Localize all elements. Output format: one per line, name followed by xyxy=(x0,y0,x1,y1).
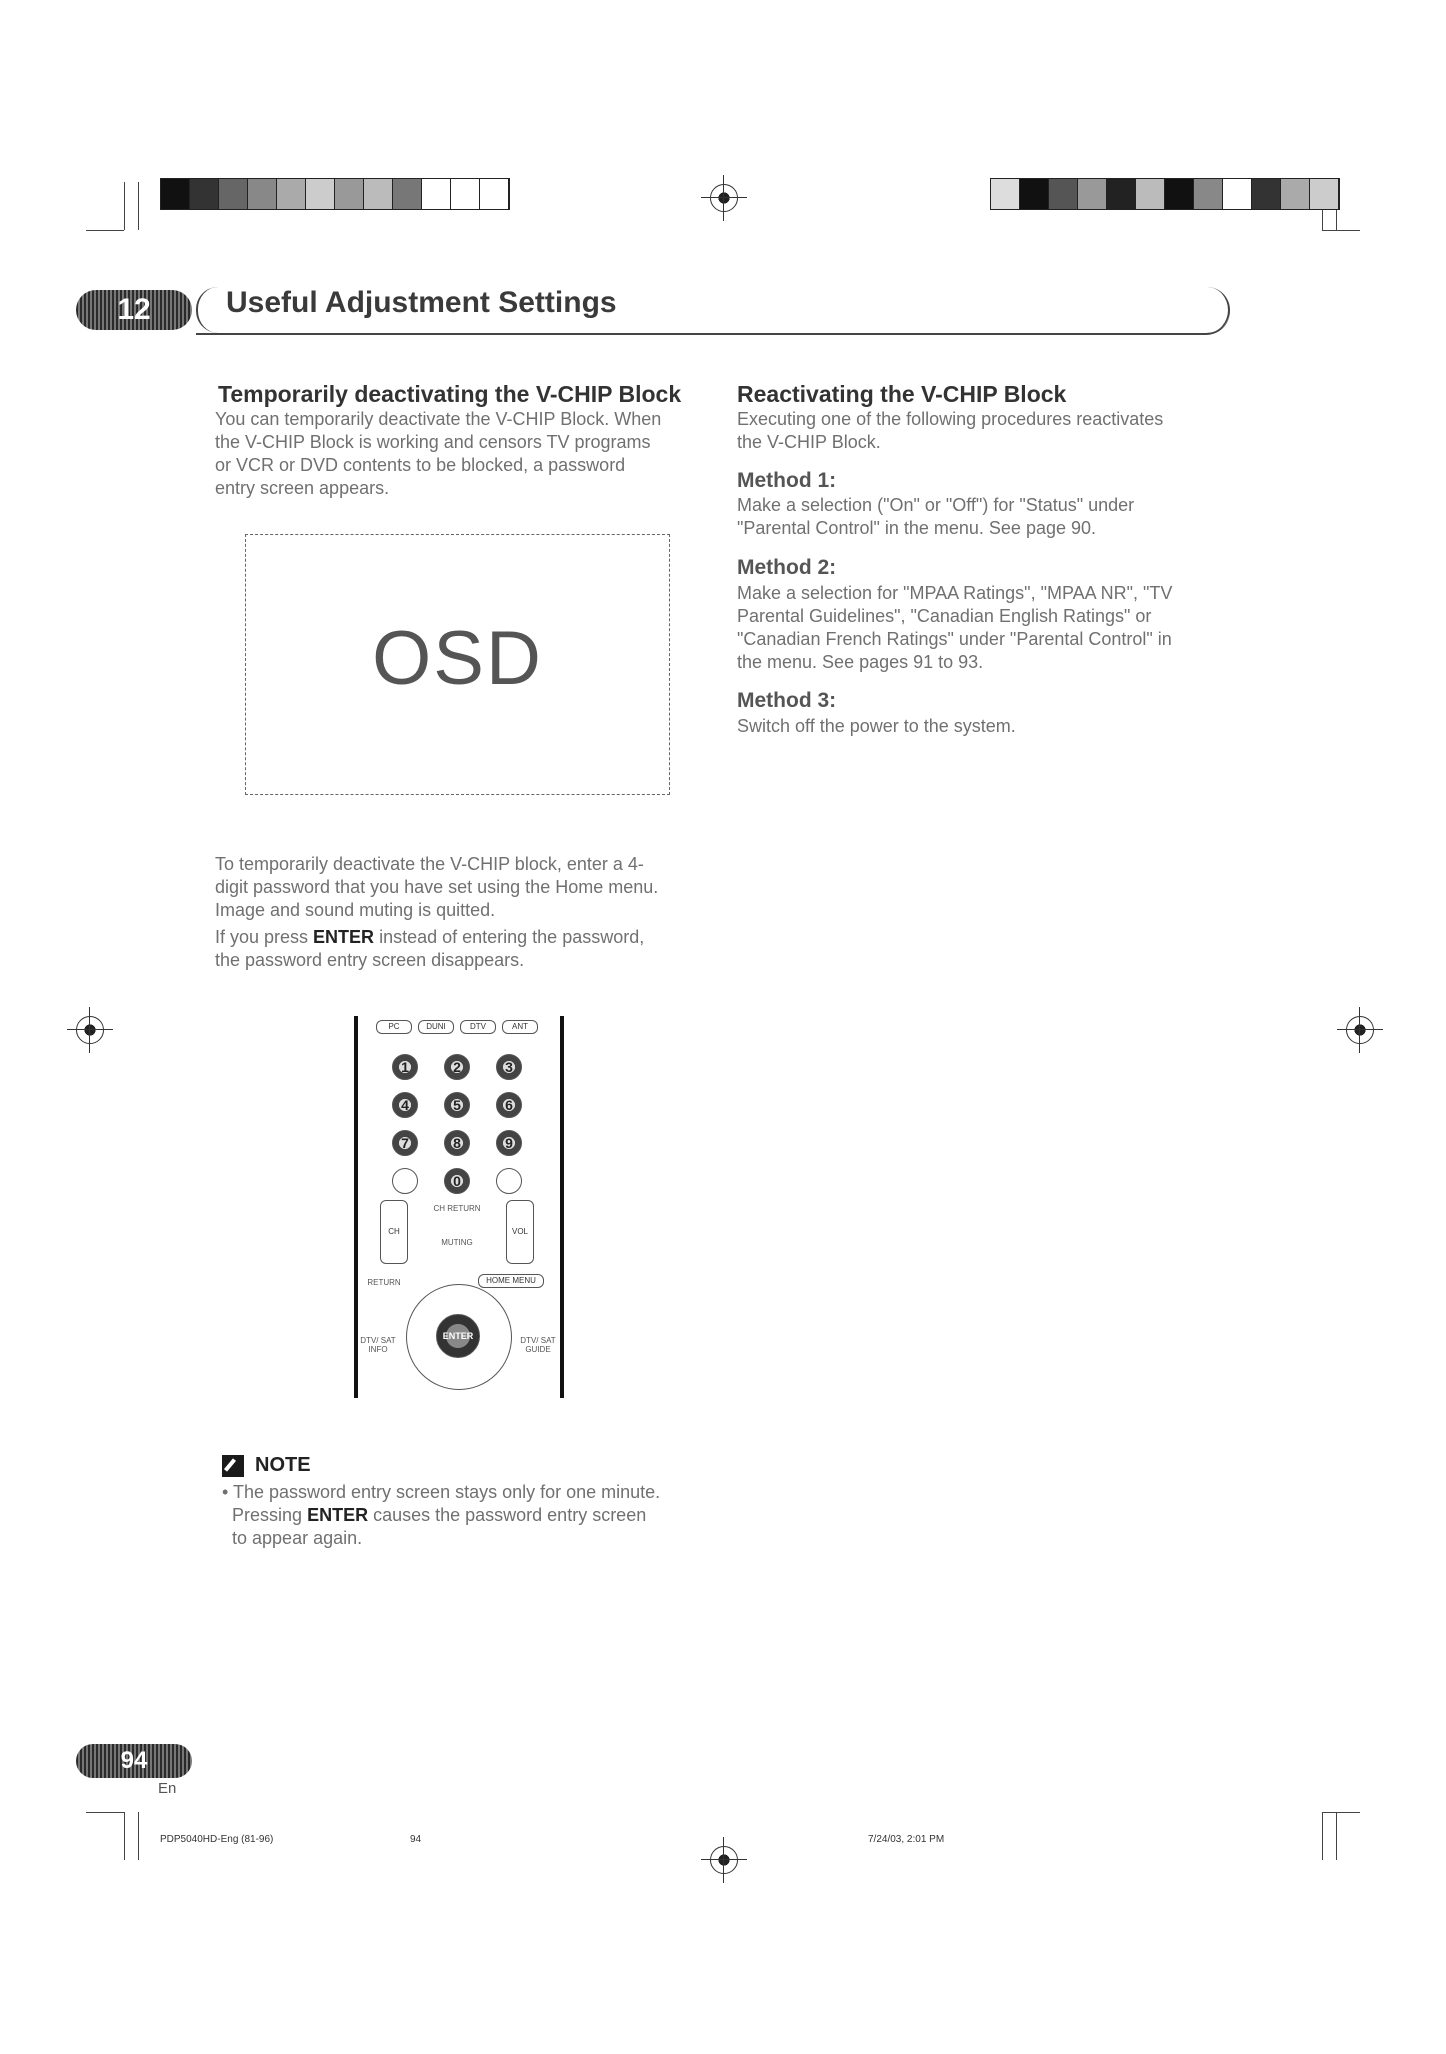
dtv-sat-guide-label: DTV/ SAT GUIDE xyxy=(520,1336,556,1354)
remote-edge-left xyxy=(354,1016,358,1398)
chapter-title: Useful Adjustment Settings xyxy=(226,286,617,319)
crop-mark xyxy=(1322,1812,1360,1813)
registration-mark-icon xyxy=(76,1016,104,1044)
duni-button: DUNI xyxy=(418,1020,454,1034)
digit-9-button: 9 xyxy=(496,1130,522,1156)
dtv-button: DTV xyxy=(460,1020,496,1034)
color-registration-strip-left xyxy=(160,178,510,210)
ch-return-label: CH RETURN xyxy=(433,1204,481,1213)
registration-mark-icon xyxy=(710,1846,738,1874)
enter-button: ENTER xyxy=(436,1314,480,1358)
pc-button: PC xyxy=(376,1020,412,1034)
remote-edge-right xyxy=(560,1016,564,1398)
enter-key-label: ENTER xyxy=(307,1505,369,1525)
deactivate-instructions: To temporarily deactivate the V-CHIP block, enter a 4- digit password that you have set using the Home menu. Image and sound muting is quitted. xyxy=(215,854,659,920)
method-1-text: Make a selection ("On" or "Off") for "Status" under "Parental Control" in the menu. See page 90. xyxy=(737,495,1135,538)
footer-filename: PDP5040HD-Eng (81-96) xyxy=(160,1834,274,1845)
section-heading-reactivate: Reactivating the V-CHIP Block xyxy=(737,381,1067,407)
dot-button xyxy=(392,1168,418,1194)
crop-mark xyxy=(86,230,124,231)
deactivate-intro: You can temporarily deactivate the V-CHIP Block. When the V-CHIP Block is working and censors TV programs or VCR or DVD contents to be blocked, a password entry screen appears. xyxy=(215,409,662,498)
ch-enter-button xyxy=(496,1168,522,1194)
language-label: En xyxy=(158,1780,177,1797)
registration-mark-icon xyxy=(710,184,738,212)
color-registration-strip-right xyxy=(990,178,1340,210)
digit-8-button: 8 xyxy=(444,1130,470,1156)
digit-3-button: 3 xyxy=(496,1054,522,1080)
chapter-number-badge: 12 xyxy=(76,290,192,330)
footer-date: 7/24/03, 2:01 PM xyxy=(868,1834,945,1845)
crop-mark xyxy=(138,1812,139,1860)
digit-2-button: 2 xyxy=(444,1054,470,1080)
digit-5-button: 5 xyxy=(444,1092,470,1118)
method-2-text: Make a selection for "MPAA Ratings", "MPAA NR", "TV Parental Guidelines", "Canadian English Ratings" or "Canadian French Ratings" under "Parental Control" in the menu. See pages 91 to 93. xyxy=(737,583,1173,672)
digit-7-button: 7 xyxy=(392,1130,418,1156)
enter-key-label: ENTER xyxy=(313,927,375,947)
dtv-sat-info-label: DTV/ SAT INFO xyxy=(360,1336,396,1354)
ant-button: ANT xyxy=(502,1020,538,1034)
method-2-title: Method 2: xyxy=(737,556,837,579)
method-1-title: Method 1: xyxy=(737,469,837,492)
crop-mark xyxy=(1322,1812,1323,1860)
digit-0-button: 0 xyxy=(444,1168,470,1194)
section-heading-deactivate: Temporarily deactivating the V-CHIP Block xyxy=(218,381,682,407)
crop-mark xyxy=(1322,230,1360,231)
ch-rocker: CH xyxy=(380,1200,408,1264)
enter-key-instruction: If you press ENTER instead of entering the password, the password entry screen disappears. xyxy=(215,927,645,970)
crop-mark xyxy=(138,182,139,230)
crop-mark xyxy=(86,1812,124,1813)
page-number-badge: 94 xyxy=(76,1744,192,1778)
digit-4-button: 4 xyxy=(392,1092,418,1118)
return-label: RETURN xyxy=(367,1278,401,1287)
method-3-text: Switch off the power to the system. xyxy=(737,716,1016,736)
crop-mark xyxy=(124,182,125,230)
footer-page: 94 xyxy=(410,1834,422,1845)
crop-mark xyxy=(1336,1812,1337,1860)
digit-1-button: 1 xyxy=(392,1054,418,1080)
muting-label: MUTING xyxy=(441,1238,473,1247)
digit-6-button: 6 xyxy=(496,1092,522,1118)
registration-mark-icon xyxy=(1346,1016,1374,1044)
note-pencil-icon xyxy=(222,1455,244,1477)
home-menu-button: HOME MENU xyxy=(478,1274,544,1288)
note-body: • The password entry screen stays only for one minute. Pressing ENTER causes the password entry screen to appear again. xyxy=(222,1482,661,1548)
remote-control-illustration xyxy=(354,1016,564,1398)
osd-screen-placeholder xyxy=(245,534,670,795)
osd-label: OSD xyxy=(372,616,543,701)
vol-rocker: VOL xyxy=(506,1200,534,1264)
reactivate-intro: Executing one of the following procedures reactivates the V-CHIP Block. xyxy=(737,409,1164,452)
method-3-title: Method 3: xyxy=(737,689,837,712)
note-title: NOTE xyxy=(255,1454,311,1476)
crop-mark xyxy=(124,1812,125,1860)
